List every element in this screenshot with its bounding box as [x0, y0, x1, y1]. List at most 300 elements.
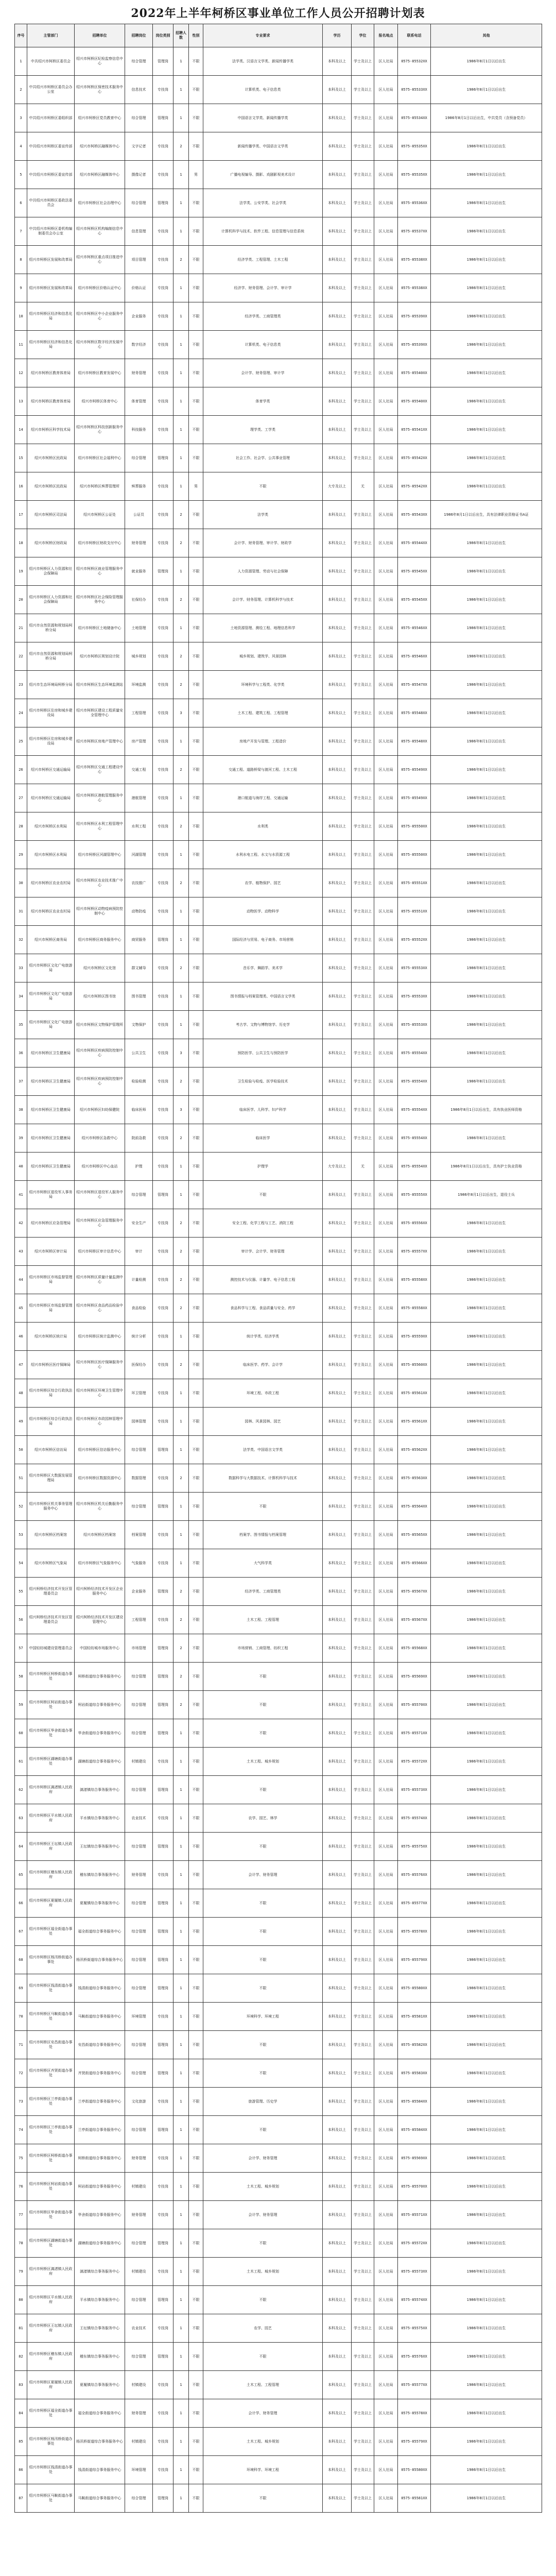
- table-cell: 0575-85564XX: [398, 1493, 431, 1521]
- table-cell: 农学、园艺: [203, 2314, 323, 2343]
- table-cell: 50: [15, 1436, 27, 1464]
- table-cell: 管理岗: [153, 444, 173, 472]
- table-row: [15, 1606, 542, 1634]
- table-cell: 区人社局: [374, 1067, 398, 1096]
- table-cell: 本科及以上: [323, 954, 352, 982]
- table-cell: 1: [173, 1011, 189, 1039]
- table-cell: 区人社局: [374, 359, 398, 387]
- table-cell: 区人社局: [374, 954, 398, 982]
- table-cell: 管理岗: [153, 1663, 173, 1691]
- table-cell: 本科及以上: [323, 416, 352, 444]
- table-cell: 1986年8月1日以后出生: [431, 1408, 542, 1436]
- table-cell: 法学类、公安学类、社会学类: [203, 189, 323, 217]
- table-cell: 漓渚镇综合事务服务中心: [75, 2258, 125, 2286]
- table-cell: 31: [15, 897, 27, 926]
- table-cell: 不限: [189, 1266, 203, 1294]
- table-cell: 学士及以上: [352, 359, 374, 387]
- table-cell: 管理岗: [153, 1493, 173, 1521]
- table-cell: 13: [15, 387, 27, 416]
- table-cell: 专技岗: [153, 132, 173, 161]
- table-cell: 不限: [189, 642, 203, 671]
- table-cell: 83: [15, 2371, 27, 2399]
- table-cell: 专技岗: [153, 217, 173, 246]
- table-cell: 0575-85536XX: [398, 189, 431, 217]
- table-cell: 73: [15, 2088, 27, 2116]
- table-cell: 本科及以上: [323, 557, 352, 586]
- table-cell: 1986年8月1日以后出生: [431, 359, 542, 387]
- table-cell: 1986年8月1日以后出生: [431, 926, 542, 954]
- table-cell: 76: [15, 2173, 27, 2201]
- table-cell: 绍兴市自然资源和规划局柯桥分局: [27, 614, 75, 642]
- table-cell: 学士及以上: [352, 47, 374, 76]
- table-cell: 0575-85538XX: [398, 246, 431, 274]
- table-cell: 1986年8月1日以后出生: [431, 2229, 542, 2258]
- table-cell: 专技岗: [153, 1011, 173, 1039]
- table-cell: 审计学、会计学、财务管理: [203, 1238, 323, 1266]
- table-cell: 村镇建设: [125, 2258, 153, 2286]
- table-cell: 区人社局: [374, 274, 398, 302]
- table-cell: 不限: [189, 1521, 203, 1549]
- table-cell: 学士及以上: [352, 1209, 374, 1238]
- table-cell: 57: [15, 1634, 27, 1663]
- table-cell: 2: [15, 76, 27, 104]
- table-cell: 72: [15, 2059, 27, 2088]
- table-cell: 不限: [189, 557, 203, 586]
- table-cell: 专技岗: [153, 1861, 173, 1889]
- table-cell: 不限: [203, 1493, 323, 1521]
- table-cell: 绍兴市柯桥区质量计量监测中心: [75, 1266, 125, 1294]
- table-cell: 0575-85553XX: [398, 954, 431, 982]
- table-cell: 不限: [203, 1974, 323, 2003]
- table-cell: 平水镇综合事务服务中心: [75, 1804, 125, 1833]
- table-cell: 学士及以上: [352, 2343, 374, 2371]
- table-cell: 经济学类、工程管理、土木工程: [203, 246, 323, 274]
- table-cell: 绍兴市柯桥区生态环境监测站: [75, 671, 125, 699]
- table-row: [15, 529, 542, 557]
- table-cell: 区人社局: [374, 2456, 398, 2484]
- table-cell: 学士及以上: [352, 2286, 374, 2314]
- table-row: [15, 1663, 542, 1691]
- table-cell: 绍兴市柯桥区水利局: [27, 812, 75, 841]
- table-cell: 绍兴市柯桥区齐贤街道办事处: [27, 2059, 75, 2088]
- table-cell: 1: [173, 302, 189, 331]
- table-cell: 绍兴市柯桥区社会保险管理服务中心: [75, 586, 125, 614]
- table-cell: 护理学: [203, 1153, 323, 1181]
- table-cell: 夏履镇综合事务服务中心: [75, 1889, 125, 1918]
- table-cell: 学士及以上: [352, 1351, 374, 1379]
- table-cell: 不限: [189, 586, 203, 614]
- table-cell: 0575-85567XX: [398, 1578, 431, 1606]
- table-cell: 中国轻纺城建设管理委员会: [27, 1634, 75, 1663]
- table-cell: 1986年8月1日以后出生: [431, 331, 542, 359]
- table-cell: 学士及以上: [352, 1266, 374, 1294]
- table-cell: 交通工程: [125, 756, 153, 784]
- table-row: [15, 1776, 542, 1804]
- table-cell: 绍兴市柯桥区退役军人服务中心: [75, 1181, 125, 1209]
- table-cell: 2: [173, 586, 189, 614]
- table-cell: 安昌街道综合事务服务中心: [75, 2031, 125, 2059]
- table-cell: 管理岗: [153, 104, 173, 132]
- column-header: 联系电话: [398, 24, 431, 47]
- table-cell: 绍兴市柯桥区柯桥街道办事处: [27, 1663, 75, 1691]
- table-row: [15, 1464, 542, 1493]
- table-cell: 1: [173, 614, 189, 642]
- table-cell: 本科及以上: [323, 1663, 352, 1691]
- table-cell: 绍兴市柯桥区水利工程管理中心: [75, 812, 125, 841]
- table-cell: 1986年8月1日以后出生: [431, 1974, 542, 2003]
- table-cell: 学士及以上: [352, 2088, 374, 2116]
- table-cell: 1986年8月1日以后出生: [431, 1719, 542, 1748]
- table-cell: 专技岗: [153, 472, 173, 501]
- table-cell: 区人社局: [374, 47, 398, 76]
- table-cell: 不限: [189, 1323, 203, 1351]
- table-cell: 绍兴市柯桥区平水镇人民政府: [27, 1804, 75, 1833]
- table-cell: 不限: [189, 104, 203, 132]
- table-cell: 绍兴市柯桥区气象局: [27, 1549, 75, 1578]
- table-row: [15, 642, 542, 671]
- table-row: [15, 784, 542, 812]
- table-cell: 不限: [189, 614, 203, 642]
- table-cell: 学士及以上: [352, 1067, 374, 1096]
- table-cell: 绍兴市柯桥区财政支付中心: [75, 529, 125, 557]
- table-cell: 本科及以上: [323, 1521, 352, 1549]
- table-cell: 区人社局: [374, 756, 398, 784]
- table-cell: 1: [173, 727, 189, 756]
- table-cell: 本科及以上: [323, 2399, 352, 2428]
- table-cell: 不限: [189, 1606, 203, 1634]
- table-cell: 1986年8月1日以后出生: [431, 387, 542, 416]
- table-cell: 绍兴市柯桥区土地储备中心: [75, 614, 125, 642]
- table-cell: 管理岗: [153, 1634, 173, 1663]
- table-cell: 1986年8月1日以后出生: [431, 699, 542, 727]
- column-header: 专业要求: [203, 24, 323, 47]
- table-cell: 专技岗: [153, 2258, 173, 2286]
- table-cell: 环境科学与工程类、化学类: [203, 671, 323, 699]
- table-row: [15, 132, 542, 161]
- table-cell: 0575-85578XX: [398, 1918, 431, 1946]
- table-cell: 0575-85576XX: [398, 2343, 431, 2371]
- table-cell: 福全街道综合事务服务中心: [75, 2399, 125, 2428]
- table-cell: 学士及以上: [352, 1436, 374, 1464]
- table-cell: 本科及以上: [323, 1096, 352, 1124]
- table-cell: 专技岗: [153, 2314, 173, 2343]
- table-cell: 本科及以上: [323, 1549, 352, 1578]
- table-cell: 区人社局: [374, 529, 398, 557]
- table-cell: 环境管理: [125, 2456, 153, 2484]
- table-cell: 绍兴市柯桥区王坛镇人民政府: [27, 1833, 75, 1861]
- table-cell: 区人社局: [374, 1294, 398, 1323]
- table-cell: 1986年8月1日以后出生: [431, 2173, 542, 2201]
- table-cell: 不限: [203, 1181, 323, 1209]
- table-cell: 男: [189, 472, 203, 501]
- table-cell: 本科及以上: [323, 501, 352, 529]
- table-cell: 1986年8月1日以后出生: [431, 897, 542, 926]
- table-cell: 综合管理: [125, 2229, 153, 2258]
- table-cell: 专技岗: [153, 1153, 173, 1181]
- table-row: [15, 302, 542, 331]
- table-cell: 1986年8月1日以后出生: [431, 2144, 542, 2173]
- table-cell: 0575-85579XX: [398, 2428, 431, 2456]
- table-cell: 专技岗: [153, 954, 173, 982]
- table-cell: 学士及以上: [352, 1861, 374, 1889]
- table-cell: 21: [15, 614, 27, 642]
- table-row: [15, 1691, 542, 1719]
- table-cell: 1986年8月1日以后出生: [431, 1748, 542, 1776]
- table-cell: 0575-85561XX: [398, 1379, 431, 1408]
- column-header: 招聘人数: [173, 24, 189, 47]
- table-cell: 本科及以上: [323, 756, 352, 784]
- table-cell: 61: [15, 1748, 27, 1776]
- table-cell: 74: [15, 2116, 27, 2144]
- table-cell: 检验检测: [125, 1067, 153, 1096]
- table-cell: 本科及以上: [323, 1067, 352, 1096]
- table-cell: 20: [15, 586, 27, 614]
- table-cell: 学士及以上: [352, 2484, 374, 2513]
- table-cell: 1986年8月1日以后出生: [431, 784, 542, 812]
- table-cell: 1: [173, 2144, 189, 2173]
- table-cell: 园林管理: [125, 1408, 153, 1436]
- table-cell: 会计学、财务管理、审计学、财政学: [203, 529, 323, 557]
- table-cell: 2: [173, 246, 189, 274]
- table-cell: 绍兴市柯桥区经济和信息化局: [27, 331, 75, 359]
- table-cell: 柯岩街道综合事务服务中心: [75, 2173, 125, 2201]
- table-cell: 会计学、财务管理: [203, 2144, 323, 2173]
- table-cell: 69: [15, 1974, 27, 2003]
- table-row: [15, 2428, 542, 2456]
- table-cell: 卫生检验与检疫、医学检验技术: [203, 1067, 323, 1096]
- table-cell: 专技岗: [153, 2456, 173, 2484]
- table-cell: 医保经办: [125, 1351, 153, 1379]
- table-cell: 不限: [189, 274, 203, 302]
- table-cell: 学士及以上: [352, 784, 374, 812]
- table-cell: 1: [173, 1719, 189, 1748]
- table-cell: 本科及以上: [323, 2031, 352, 2059]
- table-row: [15, 2031, 542, 2059]
- table-cell: 绍兴市柯桥区河湖管理中心: [75, 841, 125, 869]
- table-cell: 绍兴市柯桥区市场监督管理局: [27, 1294, 75, 1323]
- table-cell: 41: [15, 1181, 27, 1209]
- table-cell: 企业服务: [125, 302, 153, 331]
- table-cell: 中国轻纺城市场服务中心: [75, 1634, 125, 1663]
- table-cell: 绍兴市柯桥区教育体育局: [27, 387, 75, 416]
- table-cell: 1986年8月1日以后出生: [431, 1067, 542, 1096]
- table-cell: 0575-85548XX: [398, 699, 431, 727]
- table-cell: 管理岗: [153, 1974, 173, 2003]
- table-cell: 学士及以上: [352, 2116, 374, 2144]
- table-cell: 本科及以上: [323, 1464, 352, 1493]
- table-cell: 0575-85541XX: [398, 416, 431, 444]
- table-cell: 学士及以上: [352, 812, 374, 841]
- table-cell: 0575-85578XX: [398, 2399, 431, 2428]
- table-cell: 不限: [203, 2343, 323, 2371]
- table-row: [15, 1351, 542, 1379]
- table-cell: 绍兴市柯桥区市政园林管理中心: [75, 1408, 125, 1436]
- table-cell: 管理岗: [153, 2343, 173, 2371]
- table-cell: 0575-85532XX: [398, 47, 431, 76]
- column-header: 性别: [189, 24, 203, 47]
- table-cell: 专技岗: [153, 2173, 173, 2201]
- table-cell: 1: [173, 1379, 189, 1408]
- table-cell: 不限: [189, 1833, 203, 1861]
- table-cell: 49: [15, 1408, 27, 1436]
- table-cell: 0575-85563XX: [398, 1464, 431, 1493]
- table-cell: 专技岗: [153, 529, 173, 557]
- table-cell: 1986年8月1日以后出生: [431, 614, 542, 642]
- table-cell: 中共绍兴市柯桥区委员会办公室: [27, 76, 75, 104]
- table-row: [15, 1323, 542, 1351]
- table-cell: 会计学、财务管理: [203, 1861, 323, 1889]
- table-cell: 专技岗: [153, 699, 173, 727]
- table-cell: 柯桥街道综合事务服务中心: [75, 2144, 125, 2173]
- table-cell: 农业技术: [125, 1804, 153, 1833]
- table-cell: 本科及以上: [323, 812, 352, 841]
- table-row: [15, 1294, 542, 1323]
- table-cell: 区人社局: [374, 472, 398, 501]
- table-cell: 0575-85561XX: [398, 1408, 431, 1436]
- table-cell: 专技岗: [153, 1067, 173, 1096]
- table-row: [15, 189, 542, 217]
- table-cell: 区人社局: [374, 2258, 398, 2286]
- table-cell: 81: [15, 2314, 27, 2343]
- table-cell: 学士及以上: [352, 1521, 374, 1549]
- table-cell: 区人社局: [374, 1266, 398, 1294]
- table-cell: 区人社局: [374, 2371, 398, 2399]
- table-cell: 不限: [189, 1691, 203, 1719]
- table-row: [15, 812, 542, 841]
- table-cell: 管理岗: [153, 1889, 173, 1918]
- table-cell: 绍兴市柯桥区审计局: [27, 1238, 75, 1266]
- table-cell: 中共绍兴市柯桥区委宣传部: [27, 161, 75, 189]
- table-cell: 1986年8月1日以后出生: [431, 841, 542, 869]
- table-cell: 2: [173, 1266, 189, 1294]
- table-cell: 1986年8月1日以后出生: [431, 1209, 542, 1238]
- table-cell: 管理岗: [153, 1833, 173, 1861]
- table-cell: 不限: [189, 1464, 203, 1493]
- table-cell: 专技岗: [153, 2399, 173, 2428]
- table-cell: 1: [173, 2399, 189, 2428]
- table-cell: 1: [173, 1833, 189, 1861]
- table-cell: 区人社局: [374, 784, 398, 812]
- table-cell: 2: [173, 529, 189, 557]
- table-cell: 农业技术: [125, 2314, 153, 2343]
- table-cell: 绍兴柯桥经济技术开发区管理委员会: [27, 1606, 75, 1634]
- table-cell: 0575-85538XX: [398, 274, 431, 302]
- table-cell: 1986年8月1日以后出生: [431, 47, 542, 76]
- table-cell: 绍兴市柯桥区妇幼保健院: [75, 1096, 125, 1124]
- table-cell: 安全工程、化学工程与工艺、消防工程: [203, 1209, 323, 1238]
- table-cell: 0575-85551XX: [398, 897, 431, 926]
- table-cell: 本科及以上: [323, 2201, 352, 2229]
- table-cell: 14: [15, 416, 27, 444]
- table-row: [15, 2003, 542, 2031]
- table-cell: 绍兴市柯桥区兰亭街道办事处: [27, 2116, 75, 2144]
- table-cell: 会计学、财务管理: [203, 2201, 323, 2229]
- table-cell: 不限: [189, 1549, 203, 1578]
- table-cell: 学士及以上: [352, 302, 374, 331]
- table-row: [15, 76, 542, 104]
- table-cell: 农学、园艺、林学: [203, 1804, 323, 1833]
- table-cell: 36: [15, 1039, 27, 1067]
- table-cell: 本科及以上: [323, 217, 352, 246]
- table-cell: 学士及以上: [352, 2399, 374, 2428]
- table-cell: 1986年8月1日以后出生: [431, 727, 542, 756]
- table-cell: 0575-85572XX: [398, 2229, 431, 2258]
- table-row: [15, 2286, 542, 2314]
- table-cell: 绍兴市柯桥区农业农村局: [27, 869, 75, 897]
- table-cell: 不限: [189, 2314, 203, 2343]
- table-cell: 0575-85562XX: [398, 1436, 431, 1464]
- table-row: [15, 1209, 542, 1238]
- table-cell: 不限: [189, 1889, 203, 1918]
- table-cell: 综合管理: [125, 2286, 153, 2314]
- table-cell: 环境监测: [125, 671, 153, 699]
- table-cell: 杨汛桥街道综合事务服务中心: [75, 1946, 125, 1974]
- table-cell: 1986年8月1日以后出生: [431, 1776, 542, 1804]
- table-cell: 不限: [189, 2059, 203, 2088]
- table-cell: 绍兴市柯桥区卫生健康局: [27, 1039, 75, 1067]
- table-cell: 不限: [189, 529, 203, 557]
- table-cell: 夏履镇综合事务服务中心: [75, 2371, 125, 2399]
- table-cell: 区人社局: [374, 1776, 398, 1804]
- table-cell: 绍兴市柯桥区气象服务中心: [75, 1549, 125, 1578]
- table-cell: 人力资源管理、劳动与社会保障: [203, 557, 323, 586]
- table-cell: 0575-85539XX: [398, 331, 431, 359]
- table-cell: 本科及以上: [323, 104, 352, 132]
- table-cell: 学士及以上: [352, 1748, 374, 1776]
- table-cell: 42: [15, 1209, 27, 1238]
- table-cell: 工程管理: [125, 1606, 153, 1634]
- table-cell: 67: [15, 1918, 27, 1946]
- table-cell: 不限: [189, 501, 203, 529]
- table-cell: 本科及以上: [323, 2428, 352, 2456]
- table-cell: 兰亭街道综合事务服务中心: [75, 2088, 125, 2116]
- table-cell: 绍兴市柯桥区建设工程质量安全管理中心: [75, 699, 125, 727]
- table-cell: 绍兴市柯桥区中心血站: [75, 1153, 125, 1181]
- table-cell: 绍兴市柯桥区华舍街道办事处: [27, 2201, 75, 2229]
- table-cell: 35: [15, 1011, 27, 1039]
- table-cell: 0575-85553XX: [398, 1011, 431, 1039]
- table-cell: 学士及以上: [352, 76, 374, 104]
- table-cell: 不限: [189, 416, 203, 444]
- table-cell: 专技岗: [153, 2201, 173, 2229]
- table-cell: 综合管理: [125, 444, 153, 472]
- table-cell: 区人社局: [374, 2229, 398, 2258]
- table-cell: 不限: [203, 1946, 323, 1974]
- table-cell: 1986年8月1日以后出生: [431, 274, 542, 302]
- table-cell: 学士及以上: [352, 1493, 374, 1521]
- table-cell: 绍兴市柯桥区发展和改革局: [27, 274, 75, 302]
- table-cell: 1: [173, 1889, 189, 1918]
- table-cell: 绍兴市柯桥区文化广电旅游局: [27, 1011, 75, 1039]
- table-cell: 无: [352, 472, 374, 501]
- table-cell: 图书管理: [125, 982, 153, 1011]
- table-cell: 体育学类: [203, 387, 323, 416]
- table-cell: 本科及以上: [323, 1011, 352, 1039]
- table-cell: 中共绍兴市柯桥区委员会: [27, 47, 75, 76]
- table-row: [15, 1067, 542, 1096]
- table-cell: 区人社局: [374, 2144, 398, 2173]
- table-cell: 学士及以上: [352, 1238, 374, 1266]
- table-cell: 2: [173, 1067, 189, 1096]
- table-cell: 管理岗: [153, 1691, 173, 1719]
- table-cell: 1986年8月1日以后出生: [431, 2258, 542, 2286]
- table-cell: 1: [173, 1776, 189, 1804]
- table-cell: 不限: [189, 1209, 203, 1238]
- table-cell: 不限: [189, 1379, 203, 1408]
- table-row: [15, 699, 542, 727]
- table-cell: 学士及以上: [352, 841, 374, 869]
- table-cell: 0575-85577XX: [398, 1889, 431, 1918]
